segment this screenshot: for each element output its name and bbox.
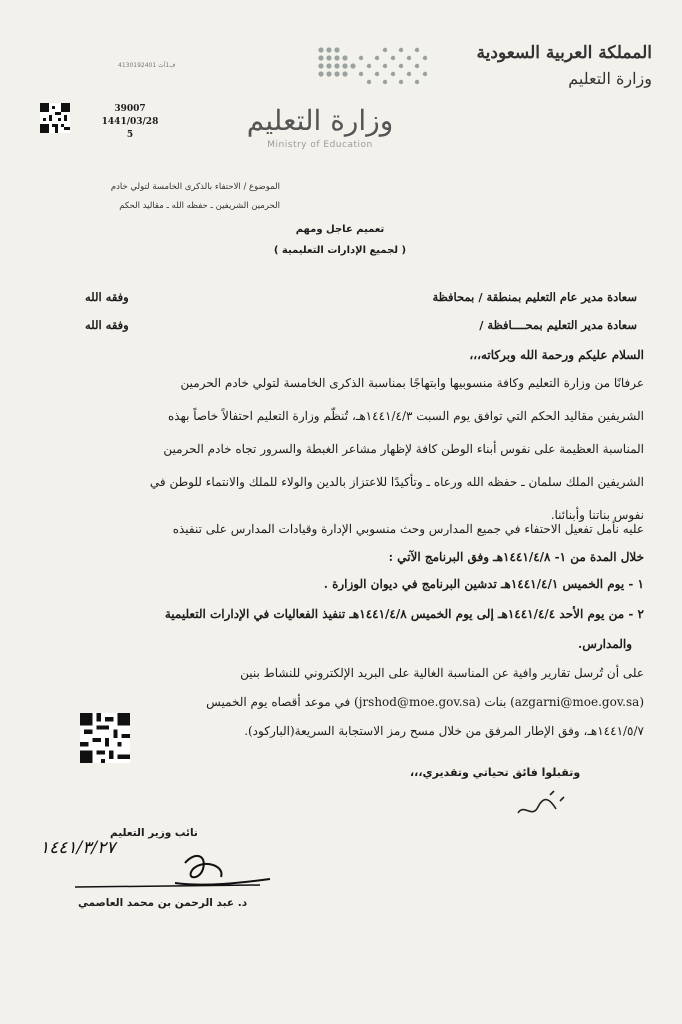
paragraph-3 [164,664,644,751]
paragraph-1-line: المناسبة العظيمة على نفوس أبناء الوطن كافة لإظهار مشاعر الغبطة والسرور تجاه خادم الحرمين [163,442,644,456]
logo-english-text: Ministry of Education [267,140,373,150]
ministry-name: وزارة التعليم [568,69,652,88]
signature-icon [35,835,275,905]
qr-code-icon [40,103,70,133]
reference-attachments: 5 [126,130,134,140]
paragraph-2-line: عليه نأمل تفعيل الاحتفاء في جميع المدارس وحث منسوبي الإدارة وقيادات المدارس على تنفيذه [172,522,644,536]
program-item-2: ٢ - من يوم الأحد ١٤٤١/٤/٤هـ إلى يوم الخميس ١٤٤١/٤/٨هـ تنفيذ الفعاليات في الإدارات التعليمية [164,607,644,621]
handwritten-date: ١٤٤١/٣/٢٧ [40,838,116,858]
program-item-1: ١ - يوم الخميس ١٤٤١/٤/١هـ تدشين البرنامج في ديوان الوزارة . [323,577,644,591]
paragraph-1-line: الشريفين الملك سلمان ـ حفظه الله ورعاه ـ وتأكيدًا للاعتزاز بالدين والولاء للملك والانتماء للوطن في [149,475,644,489]
archive-stamp: 4130192401 ف1آث [118,62,176,69]
paragraph-1 [44,374,644,539]
reference-date: 1441/03/28 [101,117,159,127]
subject-block [40,178,280,216]
signatory-name: د. عبد الرحمن بن محمد العاصمي [78,897,248,909]
kingdom-name: المملكة العربية السعودية [476,43,652,63]
subject-line-2: الحرمين الشريفين ـ حفظه الله ـ مقاليد الحكم [119,201,280,211]
reference-number: 39007 [114,104,146,114]
kingdom-header [472,40,652,92]
circular-title: تعميم عاجل ومهم [295,224,385,235]
ministry-logo-icon [315,44,435,92]
logo-arabic-text: وزارة التعليم [246,104,394,137]
marginal-initials-icon [510,785,570,825]
paragraph-2 [44,520,644,576]
program-item-2-cont: والمدارس. [578,637,632,651]
addressee-line-2: سعادة مدير التعليم بمحــــافظة / [479,318,637,332]
circular-recipients: ( لجميع الإدارات التعليمية ) [273,245,407,256]
signatory-title: نائب وزير التعليم [110,827,198,839]
barcode-qr-icon [80,713,130,763]
paragraph-3-line: ١٤٤١/٥/٧هـ، وفق الإطار المرفق من خلال مسح رمز الاستجابة السريعة(الباركود). [244,724,644,738]
paragraph-3-line: على أن تُرسل تقارير وافية عن المناسبة الغالية على البريد الإلكتروني للنشاط بنين [240,666,644,680]
wafaqah-2: وفقه الله [85,318,129,332]
paragraph-2-line: خلال المدة من ١- ١٤٤١/٤/٨هـ وفق البرنامج الآتي : [388,550,644,564]
greeting: السلام عليكم ورحمة الله وبركاته،،، [469,348,644,362]
paragraph-1-line: الشريفين مقاليد الحكم التي توافق يوم السبت ١٤٤١/٤/٣هـ، تُنظّم وزارة التعليم احتفالاً خاصاً بهذه [167,409,644,423]
closing-line: وتقبلوا فائق تحياتي وتقديري،،، [410,766,581,779]
paragraph-1-line: عرفانًا من وزارة التعليم وكافة منسوبيها وابتهاجًا بمناسبة الذكرى الخامسة لتولي خادم الحرمين [180,376,644,390]
addressee-line-1: سعادة مدير عام التعليم بمنطقة / بمحافظة [432,290,637,304]
subject-line-1: الموضوع / الاحتفاء بالذكرى الخامسة لتولي خادم [110,182,280,192]
paragraph-3-line: (azgarni@moe.gov.sa) بنات (jrshod@moe.gov.sa) في موعد أقصاه يوم الخميس [206,695,644,709]
program-list [44,575,644,665]
reference-block [100,103,160,142]
wafaqah-1: وفقه الله [85,290,129,304]
paragraph-1-line: نفوس بناتنا وأبنائنا. [550,508,644,522]
